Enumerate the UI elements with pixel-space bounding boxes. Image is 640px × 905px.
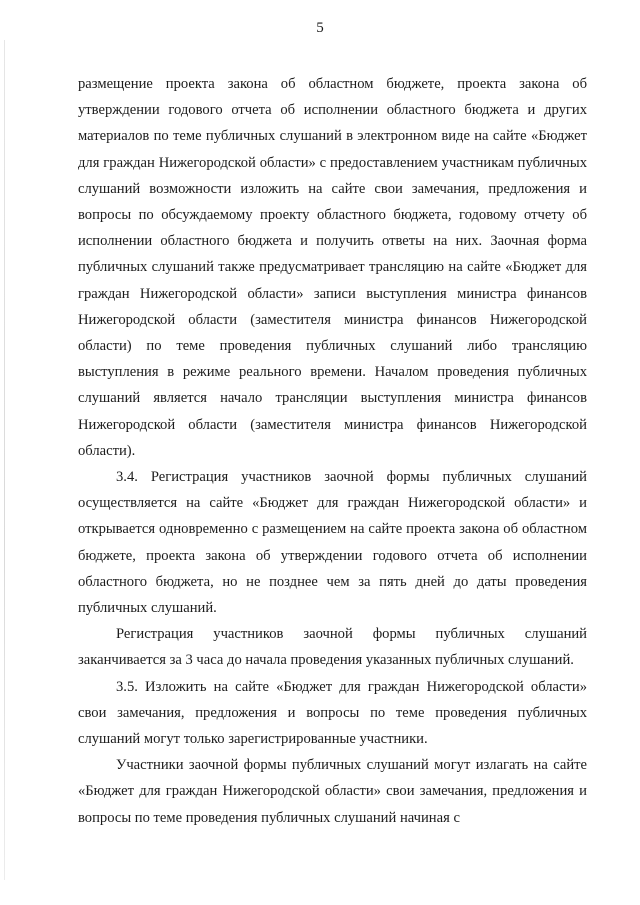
paragraph-3-5: 3.5. Изложить на сайте «Бюджет для граждан Нижегородской области» свои замечания, предложения и вопросы по теме проведения публичных слушаний могут только зарегистрированные участники. xyxy=(78,678,587,748)
paragraph-participants: Участники заочной формы публичных слушаний могут излагать на сайте «Бюджет для граждан Нижегородской области» свои замечания, предложения и вопросы по теме проведения публичных слушаний начиная с xyxy=(78,757,587,826)
paragraph-3-4: 3.4. Регистрация участников заочной формы публичных слушаний осуществляется на сайте «Бюджет для граждан Нижегородской области» и открывается одновременно с размещением на сайте проекта закона об областном бюджете, проекта закона об утверждении годового отчета об исполнении областного бюджета, но не позднее чем за пять дней до даты проведения публичных слушаний. xyxy=(78,469,587,617)
document-body xyxy=(78,71,587,831)
page-number: 5 xyxy=(316,20,324,36)
paragraph-continuation: размещение проекта закона об областном бюджете, проекта закона об утверждении годового отчета об исполнении областного бюджета и других материалов по теме публичных слушаний в электронном виде на сайте «Бюджет для граждан Нижегородской области» с предоставлением участникам публичных слушаний возможности изложить на сайте свои замечания, предложения и вопросы по обсуждаемому проекту областного бюджета, годовому отчету об исполнении областного бюджета и получить ответы на них. Заочная форма публичных слушаний также предусматривает трансляцию на сайте «Бюджет для граждан Нижегородской области» записи выступления министра финансов Нижегородской области (заместителя министра финансов Нижегородской области) по теме проведения публичных слушаний либо трансляцию выступления в режиме реального времени. Началом проведения публичных слушаний является начало трансляции выступления министра финансов Нижегородской области (заместителя министра финансов Нижегородской области). xyxy=(78,76,587,459)
paragraph-registration-end: Регистрация участников заочной формы публичных слушаний заканчивается за 3 часа до начала проведения указанных публичных слушаний. xyxy=(78,626,587,669)
scan-edge-shadow xyxy=(4,40,5,880)
